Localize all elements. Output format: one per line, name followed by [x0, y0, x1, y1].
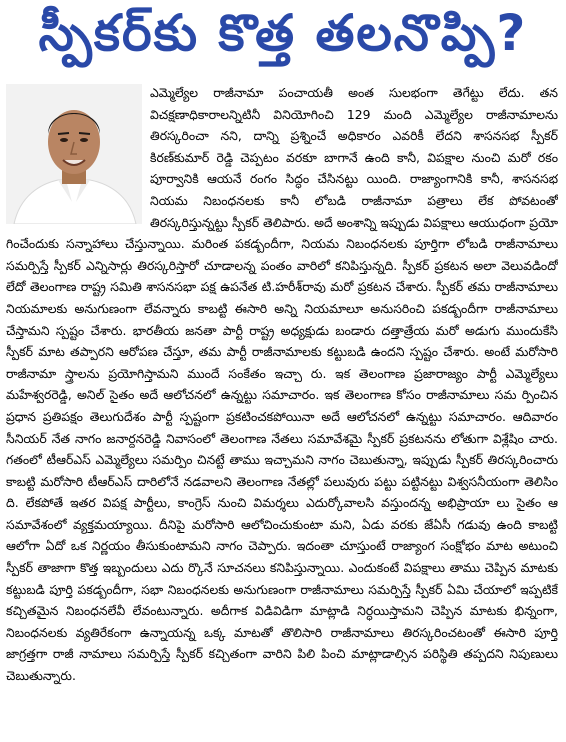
article-body	[6, 82, 558, 738]
photo-spacer	[6, 82, 148, 232]
headline: స్పీకర్‌కు కొత్త తలనొప్పి?	[38, 3, 528, 62]
article-paragraph: ఎమ్మెల్యేల రాజీనామా పంచాయతీ అంత సులభంగా తెగేట్టు లేదు. తన విచక్షణాధికారాలన్నిటినీ వినియోగించి 129 మంది ఎమ్మెల్యేల రాజీనామాలను తిరస్కరించా నని, దాన్ని ప్రశ్నించే అధికారం ఎవరికీ లేదని శాసనసభ స్పీకర్ కిరణ్‌కుమార్ రెడ్డి చెప్పటం వరకూ బాగానే ఉంది కానీ, విపక్షాల నుంచి మరో రకం పూర్వానికి ఆయనే రంగం సిద్ధం చేసినట్టు యింది. రాజ్యాంగానికి కానీ, శాసనసభ నియమ నిబంధనలకు కానీ లోబడి రాజీనామా పత్రాలు లేక పోవటంతో తిరస్కరిస్తున్నట్టు స్పీకర్ తెలిపారు. అదే అంశాన్ని ఇప్పుడు విపక్షాలు ఆయుధంగా ప్రయో గించేందుకు సన్నాహాలు చేస్తున్నాయి. మరింత పకడ్బందీగా, నియమ నిబంధనలకు పూర్తిగా లోబడి రాజీనామాలు సమర్పిస్తే స్పీకర్ ఎన్నిసార్లు తిరస్కరిస్తారో చూడాలన్న పంతం వారిలో కనిపిస్తున్నది. స్పీకర్ ప్రకటన అలా వెలువడిందో లేదో తెలంగాణ రాష్ట్ర సమితి శాసనసభా పక్ష ఉపనేత టి.హరీశ్‌రావు మరో ప్రకటన చేశారు. స్పీకర్ తమ రాజీనామాలు నియమాలకు అనుగుణంగా లేవన్నారు కాబట్టి ఈసారి అన్ని నియమాలూ అనుసరించి పకడ్బందీగా రాజీనామాలు చేస్తామని స్పష్టం చేశారు. భారతీయ జనతా పార్టీ రాష్ట్ర అధ్యక్షుడు బండారు దత్తాత్రేయ మరో అడుగు ముందుకేసి స్పీకర్ మాట తప్పారని ఆరోపణ చేస్తూ, తమ పార్టీ రాజీనామాలకు కట్టుబడి ఉందని స్పష్టం చేశారు. అంటే మరోసారి రాజీనామా స్త్రాలను ప్రయోగిస్తామని ముందే సంకేతం ఇచ్చా రు. ఇక తెలంగాణ ప్రజారాజ్యం పార్టీ ఎమ్మెల్యేలు మహేశ్వరరెడ్డి, అనిల్ సైతం అదే ఆలోచనలో ఉన్నట్టు సమాచారం. ఇక తెలంగాణ కోసం రాజీనామాలు సమ ర్పించిన ప్రధాన ప్రతిపక్షం తెలుగుదేశం పార్టీ స్పష్టంగా ప్రకటించకపోయినా అదే ఆలోచనలో ఉన్నట్టు సమాచారం. ఆదివారం సీనియర్ నేత నాగం జనార్దనరెడ్డి నివాసంలో తెలంగాణ నేతలు సమావేశమై స్పీకర్ ప్రకటనను లోతుగా విశ్లేషిం చారు. గతంలో టీఆర్‌ఎస్ ఎమ్మెల్యేలు సమర్పిం చినట్టే తాము ఇచ్చామని నాగం చెబుతున్నా, ఇప్పుడు స్పీకర్ తిరస్కరించారు కాబట్టి మరోసారి టీఆర్‌ఎస్ దారిలోనే నడవాలని తెలంగాణ నేతల్లో పలువురు పట్టు పట్టినట్టు విశ్వసనీయంగా తెలిసిం ది. లేకపోతే ఇతర విపక్ష పార్టీలు, కాంగ్రెస్ నుంచి విమర్శలు ఎదుర్కోవాలసి వస్తుందన్న అభిప్రాయా లు సైతం ఆ సమావేశంలో వ్యక్తమయ్యాయి. దీనిపై మరోసారి ఆలోచించుకుంటా మని, ఏడు వరకు జేఏసీ గడువు ఉంది కాబట్టి ఆలోగా ఏదో ఒక నిర్ణయం తీసుకుంటామని నాగం చెప్పారు. ఇదంతా చూస్తుంటే రాజ్యాంగ సంక్షోభం మాట అటుంచి స్పీకర్ తాజాగా కొత్త ఇబ్బందులు ఎదు ర్కొనే సూచనలు కనిపిస్తున్నాయి. ఎందుకంటే విపక్షాలు తాము చెప్పిన మాటకు కట్టుబడి పూర్తి పకడ్బందీగా, సభా నిబంధనలకు అనుగుణంగా రాజీనామాలు సమర్పిస్తే స్పీకర్ ఏమి చేయాలో ఇప్పటికే కచ్చితమైన నిబంధనలేవీ లేవంటున్నారు. అదీగాక విడివిడిగా మాట్లాడి నిర్ధయిస్తామని చెప్పిన మాటకు భిన్నంగా, నిబంధనలకు వ్యతిరేకంగా ఉన్నాయన్న ఒక్క మాటతో తొలిసారి రాజీనామాలు తిరస్కరించటంతో ఈసారి పూర్తి జాగ్రత్తగా రాజీ నామాలు సమర్పిస్తే స్పీకర్ కచ్చితంగా వారిని పిలి పించి మాట్లాడాల్సిన పరిస్థితి తప్పదని నిపుణులు చెబుతున్నారు.	[6, 85, 558, 684]
